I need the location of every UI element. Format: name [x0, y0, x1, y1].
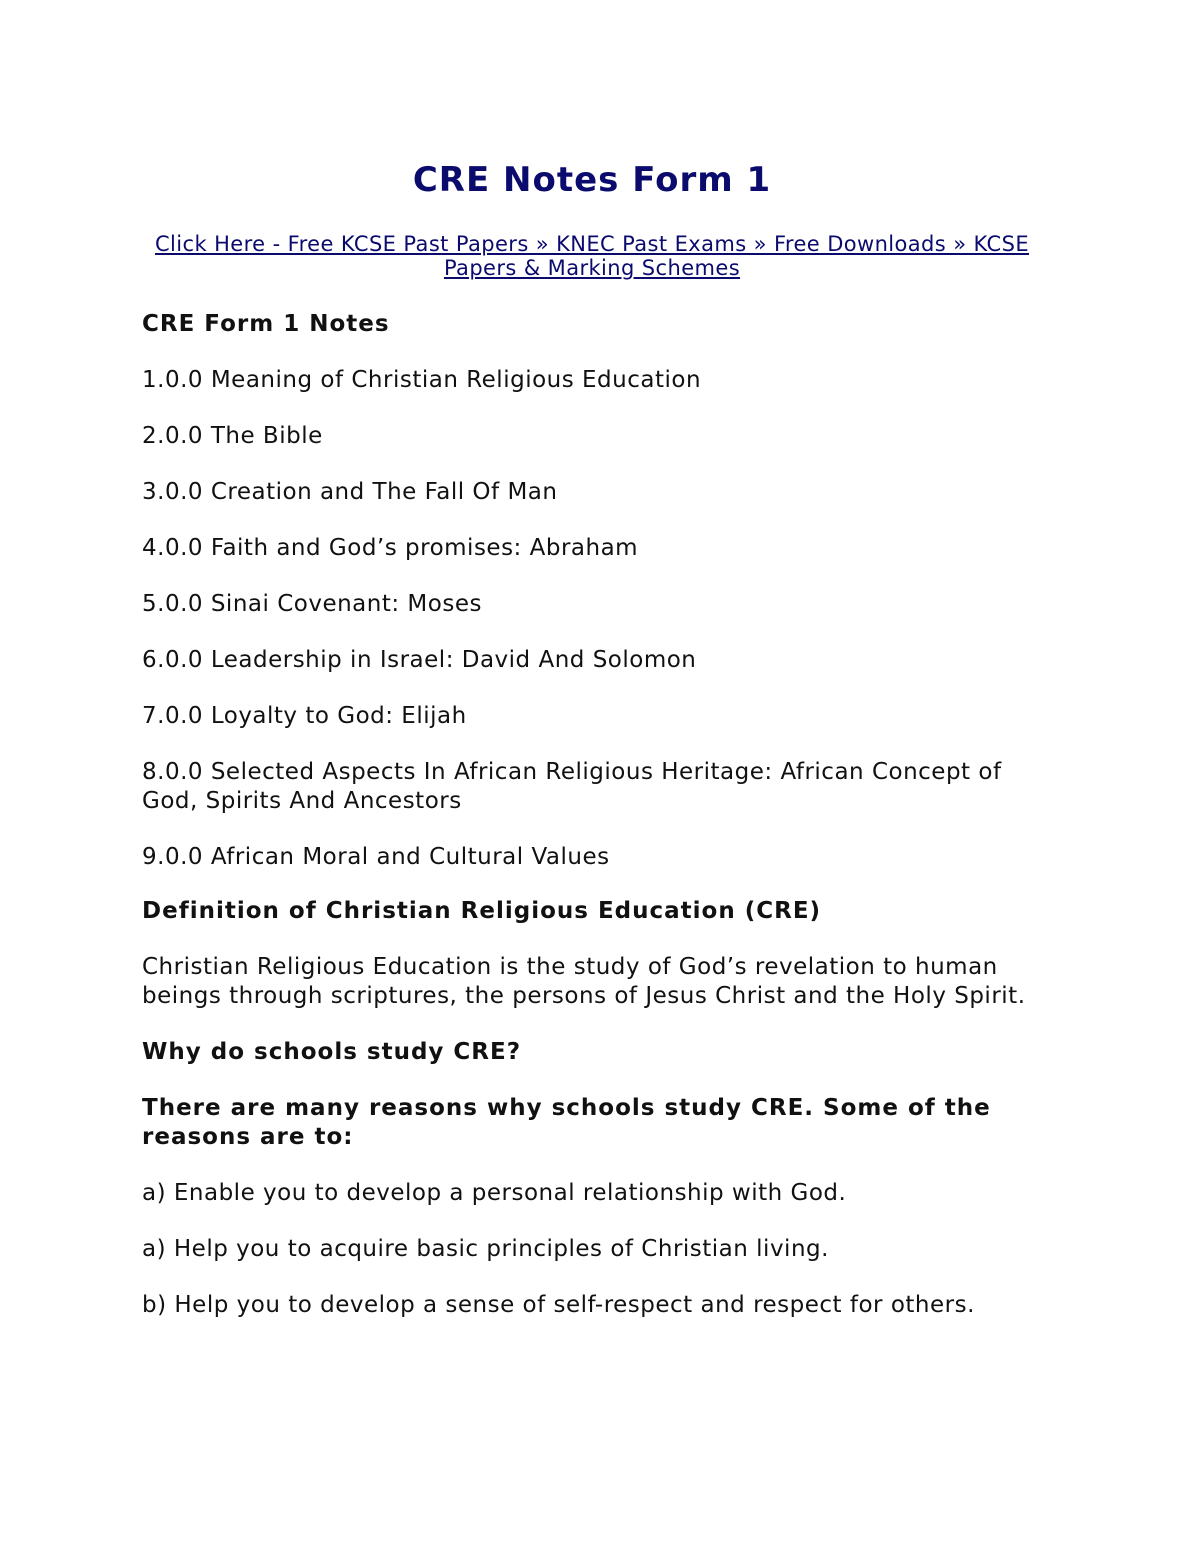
topic-item: 7.0.0 Loyalty to God: Elijah [142, 703, 467, 729]
topic-item: 3.0.0 Creation and The Fall Of Man [142, 479, 558, 505]
topic-item: 2.0.0 The Bible [142, 423, 323, 449]
topic-item: 4.0.0 Faith and God’s promises: Abraham [142, 535, 639, 561]
promo-link[interactable]: Click Here - Free KCSE Past Papers » KNEC Past Exams » Free Downloads » KCSE Papers & Marking Schemes [154, 232, 1030, 280]
contents-heading: CRE Form 1 Notes [142, 311, 390, 337]
reasons-intro: There are many reasons why schools study CRE. Some of the reasons are to: [142, 1095, 991, 1150]
definition-text: Christian Religious Education is the study of God’s revelation to human beings through scriptures, the persons of Jesus Christ and the Holy Spirit. [142, 954, 1026, 1009]
document-page [142, 150, 1042, 1320]
topic-item: 9.0.0 African Moral and Cultural Values [142, 844, 610, 870]
page-title: CRE Notes Form 1 [412, 160, 772, 200]
why-heading: Why do schools study CRE? [142, 1039, 522, 1065]
topic-item: 1.0.0 Meaning of Christian Religious Education [142, 367, 702, 393]
topic-item: 5.0.0 Sinai Covenant: Moses [142, 591, 482, 617]
topic-item: 8.0.0 Selected Aspects In African Religious Heritage: African Concept of God, Spirits And Ancestors [142, 759, 1002, 814]
definition-heading: Definition of Christian Religious Education (CRE) [142, 898, 822, 924]
reason-item: a) Enable you to develop a personal relationship with God. [142, 1180, 847, 1206]
reason-item: a) Help you to acquire basic principles of Christian living. [142, 1236, 829, 1262]
reason-item: b) Help you to develop a sense of self-respect and respect for others. [142, 1292, 975, 1318]
topic-item: 6.0.0 Leadership in Israel: David And Solomon [142, 647, 697, 673]
promo-paragraph [142, 232, 1042, 280]
